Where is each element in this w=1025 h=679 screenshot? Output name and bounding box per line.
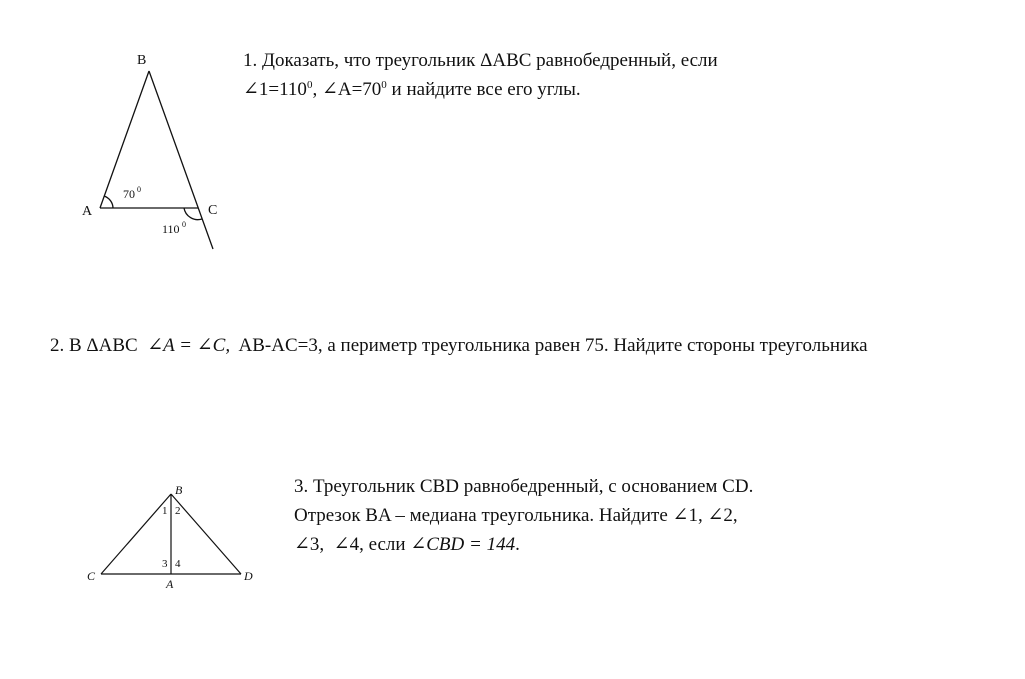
label-c: C: [208, 203, 218, 218]
angle-number-3: 3: [162, 558, 168, 570]
problem2-math: ∠A = ∠C,: [147, 335, 231, 356]
label-d: D: [244, 569, 253, 583]
separator: ,: [312, 79, 322, 100]
angle-a-arc: [104, 196, 113, 208]
angleA-text: ∠A=70: [321, 79, 382, 100]
label-c: C: [87, 569, 96, 583]
label-a: A: [82, 204, 93, 219]
problem3-line3-text: ∠3, ∠4, если: [294, 534, 411, 555]
angle-number-4: 4: [175, 558, 181, 570]
label-a: A: [166, 577, 174, 591]
side-bd: [171, 494, 241, 574]
triangle-abc-figure: [0, 0, 300, 290]
problem1-line2-rest: и найдите все его углы.: [386, 79, 581, 100]
label-b: B: [137, 53, 147, 68]
problem2-prefix: 2. В ΔABC: [50, 335, 148, 356]
side-cb: [101, 494, 171, 574]
problem1-line2: [243, 75, 581, 104]
angle1-text: ∠1=110: [243, 79, 307, 100]
problem3-line3-end: .: [515, 534, 520, 555]
problem2-text: [50, 331, 868, 360]
degree-sup-2: 0: [381, 79, 387, 91]
problem3-line2: Отрезок BA – медиана треугольника. Найдите ∠1, ∠2,: [294, 505, 738, 526]
angle-1-value: 110: [162, 222, 180, 236]
angle-1-degree: 0: [182, 220, 186, 229]
degree-sup-1: 0: [306, 79, 313, 91]
problem1-line1: 1. Доказать, что треугольник ΔABC равнобедренный, если: [243, 50, 718, 71]
problem2-rest: AB-AC=3, а периметр треугольника равен 75. Найдите стороны треугольника: [230, 335, 868, 356]
problem3-line1: 3. Треугольник CBD равнобедренный, с основанием CD.: [294, 476, 754, 497]
problem3-line3: [294, 530, 520, 559]
triangle-cbd-figure: [80, 478, 270, 593]
side-bc-extended: [149, 71, 213, 249]
label-b: B: [175, 483, 183, 497]
angle-a-value: 70: [123, 187, 135, 201]
angle-number-2: 2: [175, 505, 181, 517]
problem3-math: ∠CBD = 144: [410, 534, 516, 555]
angle-number-1: 1: [162, 505, 168, 517]
angle-a-degree: 0: [137, 185, 141, 194]
